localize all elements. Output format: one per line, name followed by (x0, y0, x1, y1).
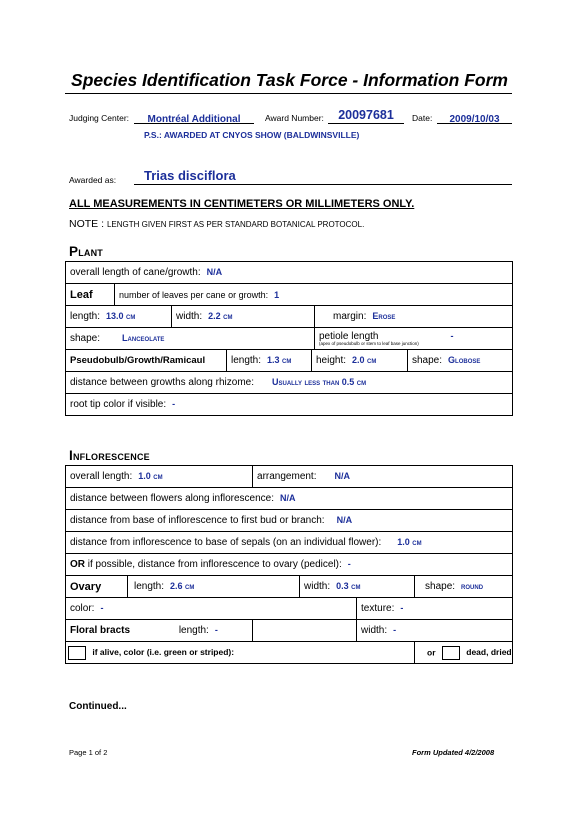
arrangement-cell[interactable]: arrangement: N/A (253, 466, 513, 488)
table-row (66, 466, 513, 488)
leaf-width-value: 2.2 cm (208, 311, 233, 321)
floral-bracts-cell (66, 620, 253, 642)
award-number-label: Award Number: (265, 113, 324, 123)
ovary-distance-cell[interactable]: OR if possible, distance from inflorescence to ovary (pedicel): - (66, 554, 513, 576)
table-row (66, 488, 513, 510)
bracts-width-value: - (393, 625, 397, 635)
leaves-per-cane-cell[interactable]: number of leaves per cane or growth: 1 (115, 284, 513, 306)
leaf-margin-cell[interactable]: margin: Erose (315, 306, 513, 328)
page-number: Page 1 of 2 (69, 748, 108, 757)
table-row (66, 394, 513, 416)
note-line (69, 218, 364, 230)
judging-center-field[interactable] (134, 109, 254, 124)
bracts-spacer-cell (253, 620, 357, 642)
table-row (66, 350, 513, 372)
note-text: LENGTH GIVEN FIRST AS PER STANDARD BOTANICAL PROTOCOL. (106, 220, 365, 229)
dead-label: dead, dried (466, 646, 512, 657)
table-row (66, 510, 513, 532)
ovary-length-cell[interactable]: length: 2.6 cm (128, 576, 300, 598)
ovary-color-value: - (100, 603, 104, 613)
rhizome-cell[interactable]: distance between growths along rhizome: Usually less than 0.5 cm (66, 372, 513, 394)
pseudobulb-height-value: 2.0 cm (352, 355, 377, 365)
pseudobulb-shape-cell[interactable]: shape: Globose (408, 350, 513, 372)
ovary-texture-value: - (400, 603, 404, 613)
or-label: OR (70, 559, 85, 570)
note-label: NOTE : (69, 218, 105, 230)
leaf-length-cell[interactable]: length: 13.0 cm (66, 306, 172, 328)
pseudobulb-label: Pseudobulb/Growth/Ramicaul (66, 350, 227, 372)
table-row (66, 642, 513, 664)
floral-bracts-label: Floral bracts (70, 625, 131, 636)
infl-overall-length-cell[interactable]: overall length: 1.0 cm (66, 466, 253, 488)
leaf-shape-value: Lanceolate (122, 333, 165, 343)
ovary-shape-cell[interactable]: shape: round (415, 576, 513, 598)
table-row (66, 284, 513, 306)
ovary-distance-value: - (347, 559, 351, 569)
root-tip-value: - (172, 399, 176, 409)
ovary-width-cell[interactable]: width: 0.3 cm (300, 576, 415, 598)
leaf-margin-value: Erose (372, 311, 396, 321)
petiole-cell[interactable]: petiole length - (apex of pseudobulb or stem to leaf base junction) (315, 328, 513, 350)
table-row (66, 554, 513, 576)
flower-distance-cell[interactable]: distance between flowers along inflorescence: N/A (66, 488, 513, 510)
flower-distance-value: N/A (280, 493, 296, 503)
leaf-shape-cell[interactable]: shape: Lanceolate (66, 328, 315, 350)
judging-center-label: Judging Center: (69, 113, 130, 123)
alive-checkbox[interactable] (68, 646, 86, 660)
pseudobulb-length-value: 1.3 cm (267, 355, 292, 365)
table-row (66, 372, 513, 394)
arrangement-value: N/A (334, 471, 350, 481)
leaf-length-value: 13.0 cm (106, 311, 136, 321)
plant-heading: Plant (69, 244, 103, 259)
table-row (66, 532, 513, 554)
inflorescence-table (65, 465, 513, 664)
alive-label: if alive, color (i.e. green or striped): (92, 646, 235, 657)
base-bud-value: N/A (336, 515, 353, 525)
pseudobulb-height-cell[interactable]: height: 2.0 cm (312, 350, 408, 372)
bracts-length-field[interactable]: length: - (178, 625, 218, 636)
leaves-per-cane-value: 1 (274, 289, 280, 300)
table-row (66, 328, 513, 350)
table-row (66, 620, 513, 642)
date-field[interactable] (437, 109, 512, 124)
table-row (66, 598, 513, 620)
table-row (66, 262, 513, 284)
ovary-texture-cell[interactable]: texture: - (357, 598, 513, 620)
awarded-as-value: Trias disciflora (144, 168, 236, 183)
awarded-as-field[interactable] (134, 167, 512, 185)
or-word: or (427, 646, 436, 657)
root-tip-cell[interactable]: root tip color if visible: - (66, 394, 513, 416)
bracts-length-value: - (214, 625, 218, 635)
infl-overall-length-value: 1.0 cm (138, 471, 163, 481)
pseudobulb-shape-value: Globose (448, 355, 481, 365)
pseudobulb-length-cell[interactable]: length: 1.3 cm (227, 350, 312, 372)
judging-center-value: Montréal Additional (147, 114, 241, 125)
ps-note: P.S.: AWARDED AT CNYOS SHOW (BALDWINSVILLE) (144, 130, 360, 140)
form-title: Species Identification Task Force - Information Form (71, 70, 508, 90)
overall-length-value: N/A (206, 267, 223, 277)
measurement-note: ALL MEASUREMENTS IN CENTIMETERS OR MILLIMETERS ONLY. (69, 198, 415, 210)
base-bud-cell[interactable]: distance from base of inflorescence to first bud or branch: N/A (66, 510, 513, 532)
award-number-value: 20097681 (338, 108, 394, 122)
awarded-as-label: Awarded as: (69, 175, 117, 185)
date-value: 2009/10/03 (449, 114, 500, 125)
plant-table (65, 261, 513, 416)
award-number-field[interactable] (328, 106, 404, 124)
continued-label: Continued... (69, 701, 127, 712)
ovary-color-cell[interactable]: color: - (66, 598, 357, 620)
sepal-distance-value: 1.0 cm (397, 537, 422, 547)
table-row (66, 576, 513, 598)
dead-checkbox[interactable] (442, 646, 460, 660)
date-label: Date: (412, 113, 433, 123)
form-updated: Form Updated 4/2/2008 (412, 748, 495, 757)
bracts-width-cell[interactable]: width: - (357, 620, 513, 642)
overall-length-cell[interactable]: overall length of cane/growth: N/A (66, 262, 513, 284)
rhizome-value: Usually less than 0.5 cm (272, 377, 367, 387)
table-row (66, 306, 513, 328)
ovary-length-value: 2.6 cm (170, 581, 195, 591)
ovary-shape-value: round (461, 581, 484, 591)
alive-color-cell (66, 642, 415, 664)
ovary-label: Ovary (66, 576, 128, 598)
title-rule (65, 93, 512, 94)
leaf-label: Leaf (66, 284, 115, 306)
sepal-distance-cell[interactable]: distance from inflorescence to base of sepals (on an individual flower): 1.0 cm (66, 532, 513, 554)
petiole-sub-label: (apex of pseudobulb or stem to leaf base junction) (319, 340, 419, 346)
petiole-value: - (450, 330, 454, 341)
dead-cell (415, 642, 513, 664)
inflorescence-heading: Inflorescence (69, 448, 150, 463)
ovary-width-value: 0.3 cm (336, 581, 361, 591)
leaf-width-cell[interactable]: width: 2.2 cm (172, 306, 315, 328)
